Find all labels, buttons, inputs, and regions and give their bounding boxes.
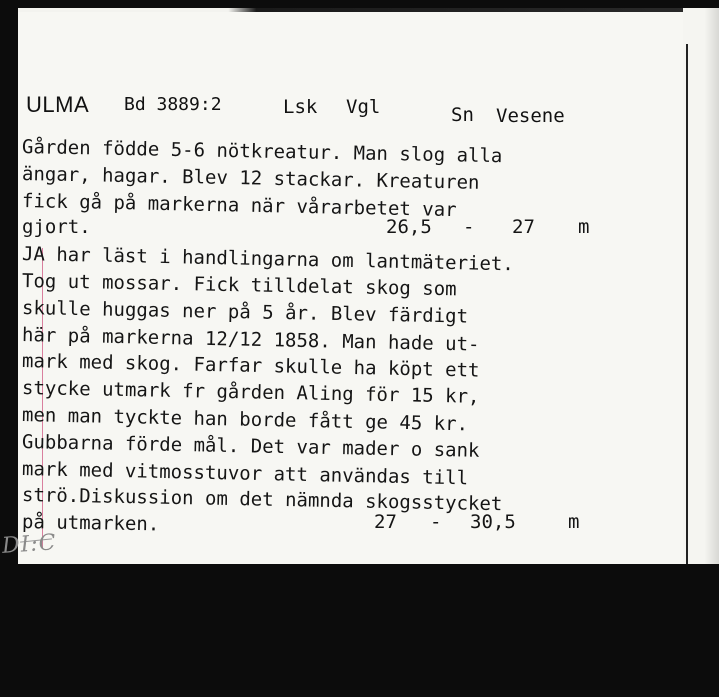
text-line: gjort. 26,5 - 27 m [22,214,662,241]
range-unit: m [578,216,590,239]
text-line: på utmarken. 27 - 30,5 m [21,511,580,536]
card-text [22,134,662,536]
text-line: stycke utmark fr gården Aling för 15 kr, [21,377,480,408]
text-line: här på markerna 12/12 1858. Man hade ut- [21,323,480,356]
text-line: JA har läst i handlingarna om lantmäteriet. [21,243,515,276]
archive-code: ULMA [26,92,90,117]
card-top-edge [18,8,719,12]
range-dash: - [430,511,442,534]
text-line: ängar, hagar. Blev 12 stackar. Kreaturen [21,162,480,194]
range-to: 27 [512,216,535,239]
text-line: mark med skog. Farfar skulle ha köpt ett [21,350,480,382]
right-rule [686,44,688,564]
socken-value: Vesene [496,105,565,127]
text-line: Tog ut mossar. Fick tilldelat skog som [21,269,457,301]
card-header [26,92,646,132]
card-right-edge [683,8,719,564]
text-line: men man tyckte han borde fått ge 45 kr. [21,403,469,436]
handwritten-annotation: DI:C [1,530,58,559]
landskap-value: Vgl [346,96,381,118]
text-line: skulle huggas ner på 5 år. Blev färdigt [21,296,469,328]
landskap-label: Lsk [283,96,318,118]
text-line: mark med vitmosstuvor att användas till [21,457,469,489]
range-from: 26,5 [386,216,432,239]
text-line: Gubbarna förde mål. Det var mader o sank [21,430,480,462]
range-unit: m [568,511,580,534]
range-to: 30,5 [470,511,516,534]
text-line: Gården födde 5-6 nötkreatur. Man slog alla [21,136,503,168]
socken-label: Sn [451,104,474,126]
text-line: fick gå på markerna när vårarbetet var [21,189,457,221]
range-from: 27 [374,511,397,534]
range-dash: - [463,216,475,239]
text-line: strö.Diskussion om det nämnda skogsstycket [21,484,503,516]
reference-number: Bd 3889:2 [124,94,222,115]
